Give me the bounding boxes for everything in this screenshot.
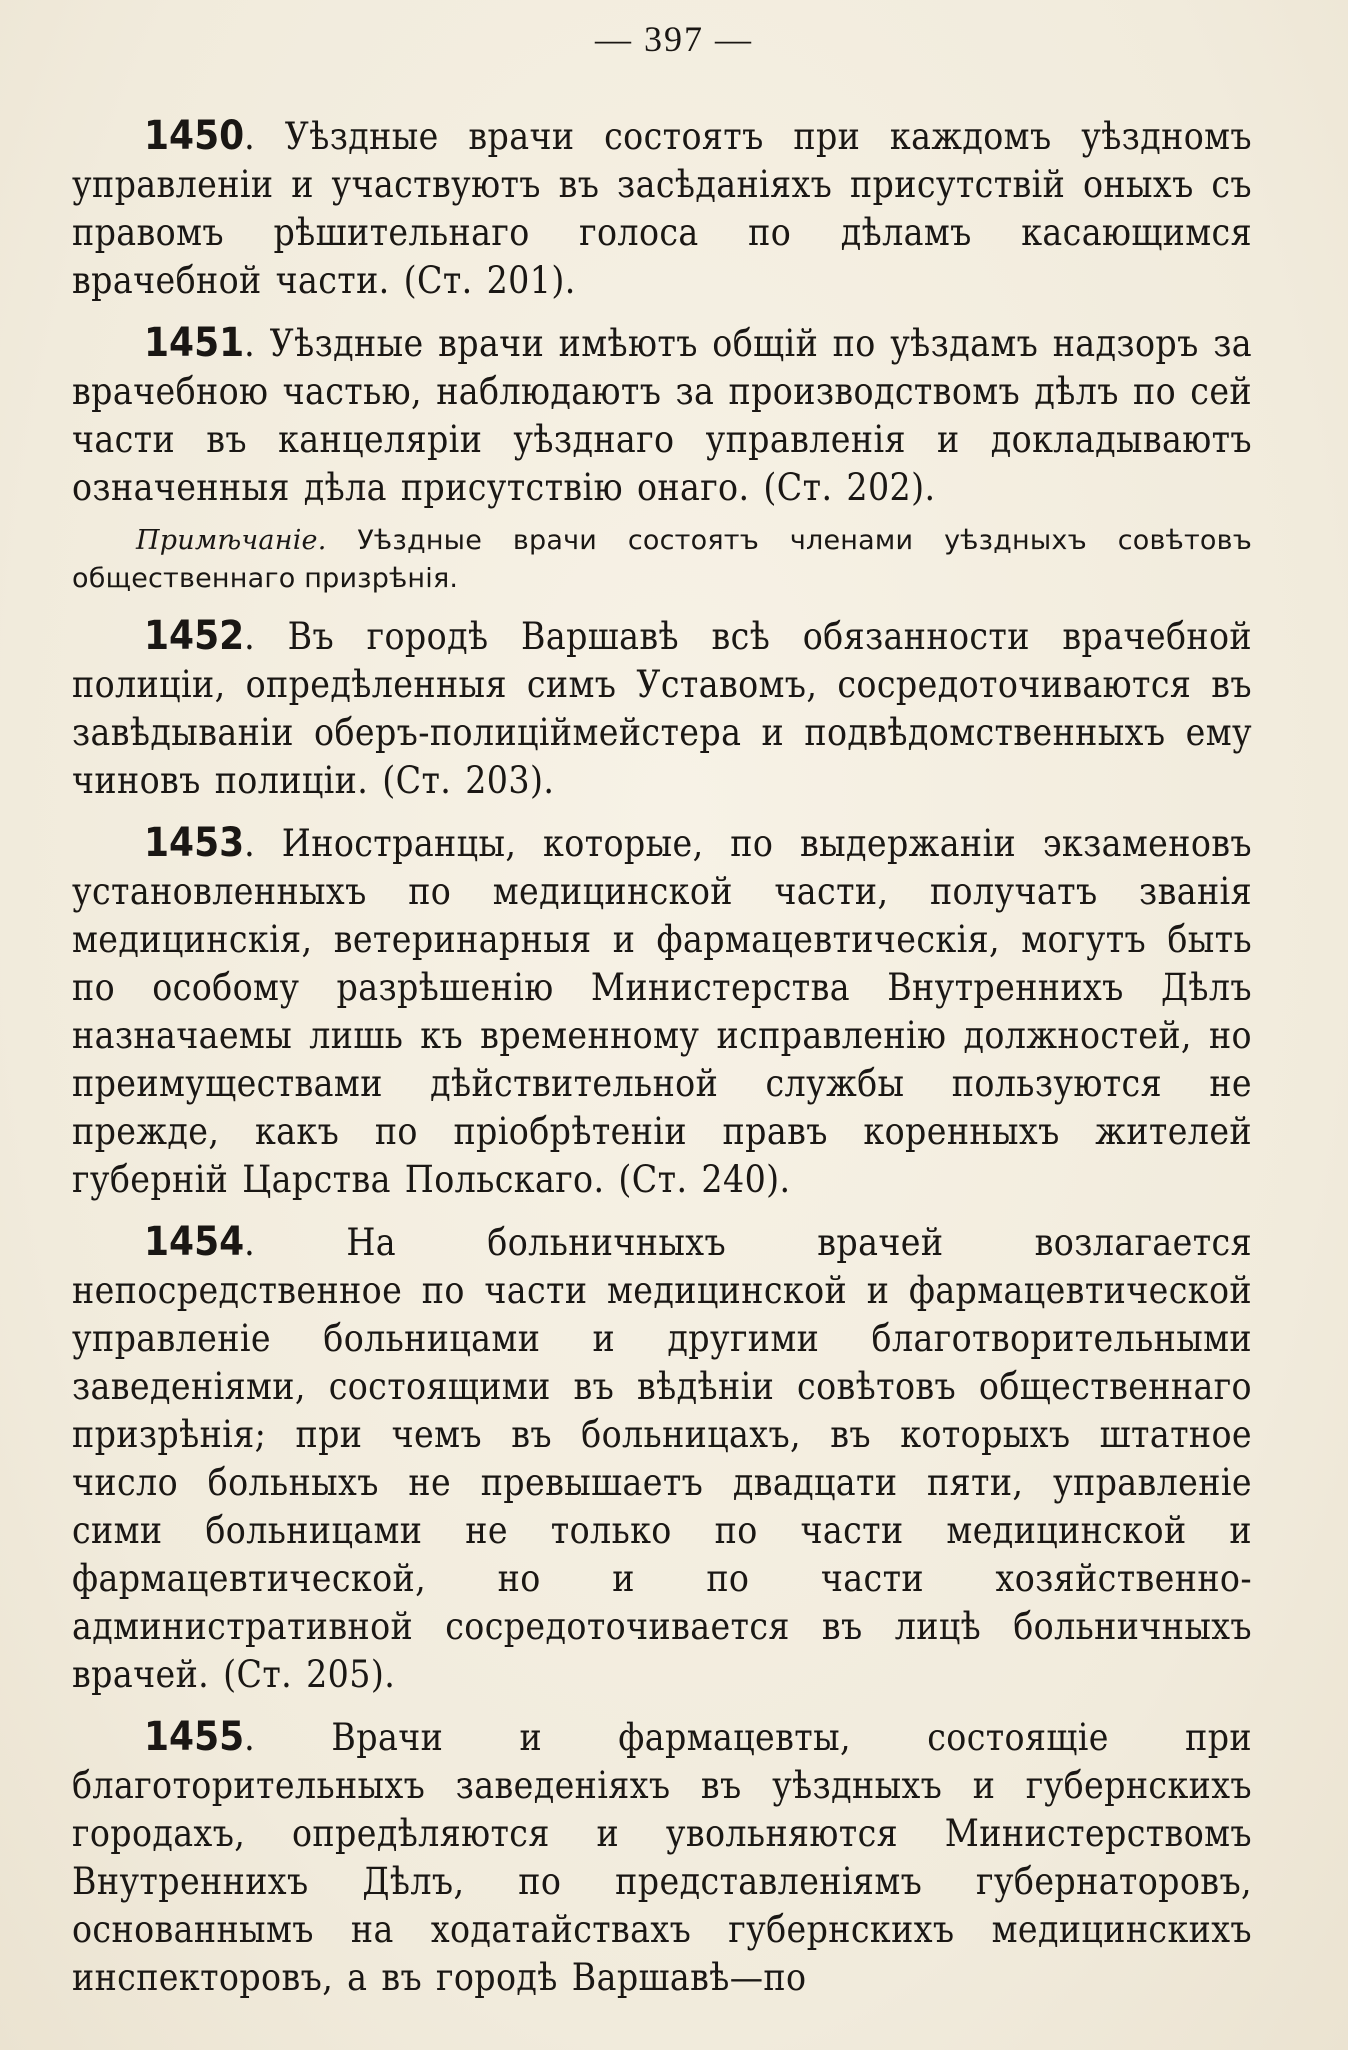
- article-number: 1450: [144, 113, 245, 159]
- article-text: . Уѣздные врачи состоятъ при каждомъ уѣздномъ управленіи и участвуютъ въ засѣданіяхъ присутствій оныхъ съ правомъ рѣшительнаго голоса по дѣламъ касающимся врачебной части. (Ст. 201).: [72, 115, 1252, 302]
- article-1451: [72, 319, 1252, 512]
- article-1454: [72, 1218, 1252, 1699]
- page-text-body: [72, 112, 1252, 2016]
- note-label: Примѣчаніе.: [136, 525, 327, 556]
- article-number: 1451: [144, 320, 245, 366]
- article-1455: [72, 1713, 1252, 2002]
- article-number: 1454: [144, 1219, 245, 1265]
- article-text: . На больничныхъ врачей возлагается непосредственное по части медицинской и фармацевтической управленіе больницами и другими благотворительными заведеніями, состоящими въ вѣдѣніи совѣтовъ общественнаго призрѣнія; при чемъ въ больницахъ, въ которыхъ штатное число больныхъ не превышаетъ двадцати пяти, управленіе сими больницами не только по части медицинской и фармацевтической, но и по части хозяйственно-административной сосредоточивается въ лицѣ больничныхъ врачей. (Ст. 205).: [72, 1221, 1252, 1696]
- article-1452: [72, 612, 1252, 805]
- article-number: 1452: [144, 613, 245, 659]
- article-text: . Врачи и фармацевты, состоящіе при благоторительныхъ заведеніяхъ въ уѣздныхъ и губернскихъ городахъ, опредѣляются и увольняются Министерствомъ Внутреннихъ Дѣлъ, по представленіямъ губернаторовъ, основаннымъ на ходатайствахъ губернскихъ медицинскихъ инспекторовъ, а въ городѣ Варшавѣ—по: [72, 1716, 1252, 1999]
- article-text: . Уѣздные врачи имѣютъ общій по уѣздамъ надзоръ за врачебною частью, наблюдаютъ за производствомъ дѣлъ по сей части въ канцеляріи уѣзднаго управленія и докладываютъ означенныя дѣла присутствію онаго. (Ст. 202).: [72, 322, 1252, 509]
- article-number: 1455: [144, 1714, 245, 1760]
- article-text: . Въ городѣ Варшавѣ всѣ обязанности врачебной полиціи, опредѣленныя симъ Уставомъ, сосредоточиваются въ завѣдываніи оберъ-полиціймейстера и подвѣдомственныхъ ему чиновъ полиціи. (Ст. 203).: [72, 615, 1252, 802]
- article-1453: [72, 819, 1252, 1204]
- article-1450: [72, 112, 1252, 305]
- article-1451-note: [72, 522, 1252, 598]
- page-number: — 397 —: [595, 19, 753, 59]
- article-text: . Иностранцы, которые, по выдержаніи экзаменовъ установленныхъ по медицинской части, получатъ званія медицинскія, ветеринарныя и фармацевтическія, могутъ быть по особому разрѣшенію Министерства Внутреннихъ Дѣлъ назначаемы лишь къ временному исправленію должностей, но преимуществами дѣйствительной службы пользуются не прежде, какъ по пріобрѣтеніи правъ коренныхъ жителей губерній Царства Польскаго. (Ст. 240).: [72, 822, 1252, 1201]
- note-text: Уѣздные врачи состоятъ членами уѣздныхъ совѣтовъ общественнаго призрѣнія.: [72, 525, 1252, 594]
- article-number: 1453: [144, 820, 245, 866]
